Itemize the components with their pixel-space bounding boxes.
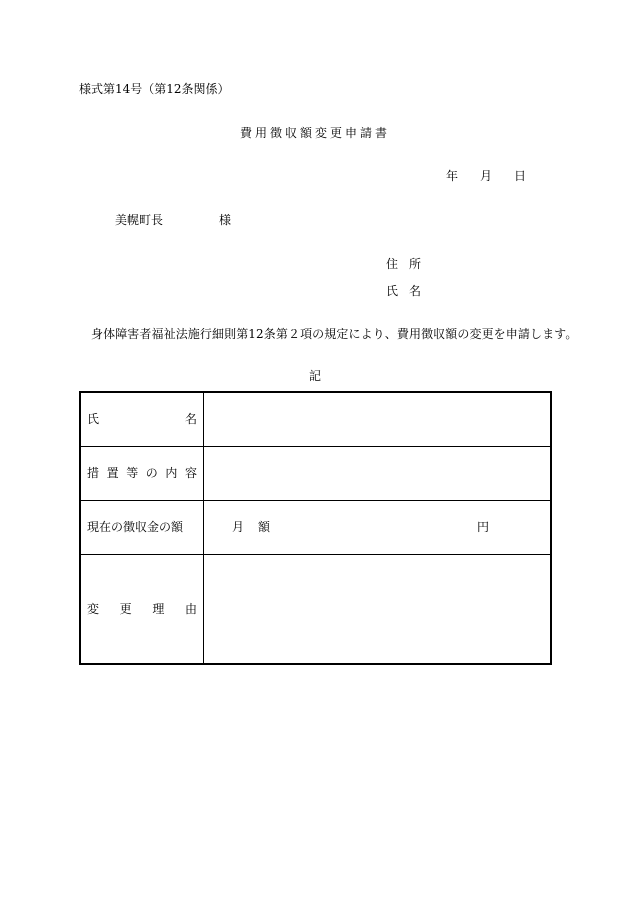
current-amount-field[interactable]: [204, 500, 552, 554]
applicant-name-label: 氏 名: [386, 284, 422, 298]
name-label: 氏 名: [80, 392, 204, 446]
yen-unit: 円: [477, 520, 490, 534]
addressee-name: 美幌町長: [115, 213, 164, 227]
table-row-current-amount: [80, 500, 551, 554]
date-day: 日: [514, 169, 527, 183]
measures-label: 措 置 等 の 内 容: [80, 446, 204, 500]
application-table: [79, 391, 552, 665]
form-number: 様式第14号（第12条関係）: [79, 82, 230, 96]
reason-label: 変 更 理 由: [80, 554, 204, 664]
name-field[interactable]: [204, 392, 552, 446]
date-month: 月: [480, 169, 493, 183]
date-line: [446, 169, 526, 183]
application-statement: 身体障害者福祉法施行細則第12条第２項の規定により、費用徴収額の変更を申請します。: [91, 327, 578, 341]
ki-heading: 記: [308, 369, 321, 383]
applicant-address-label: 住 所: [386, 257, 422, 271]
addressee-honorific: 様: [219, 213, 232, 227]
date-year: 年: [446, 169, 459, 183]
document-title: 費用徴収額変更申請書: [239, 126, 390, 140]
measures-field[interactable]: [204, 446, 552, 500]
table-row-measures: [80, 446, 551, 500]
monthly-amount-label: 月額: [232, 520, 285, 534]
current-amount-label: 現在の徴収金の額: [80, 500, 204, 554]
reason-field[interactable]: [204, 554, 552, 664]
table-row-reason: [80, 554, 551, 664]
table-row-name: [80, 392, 551, 446]
